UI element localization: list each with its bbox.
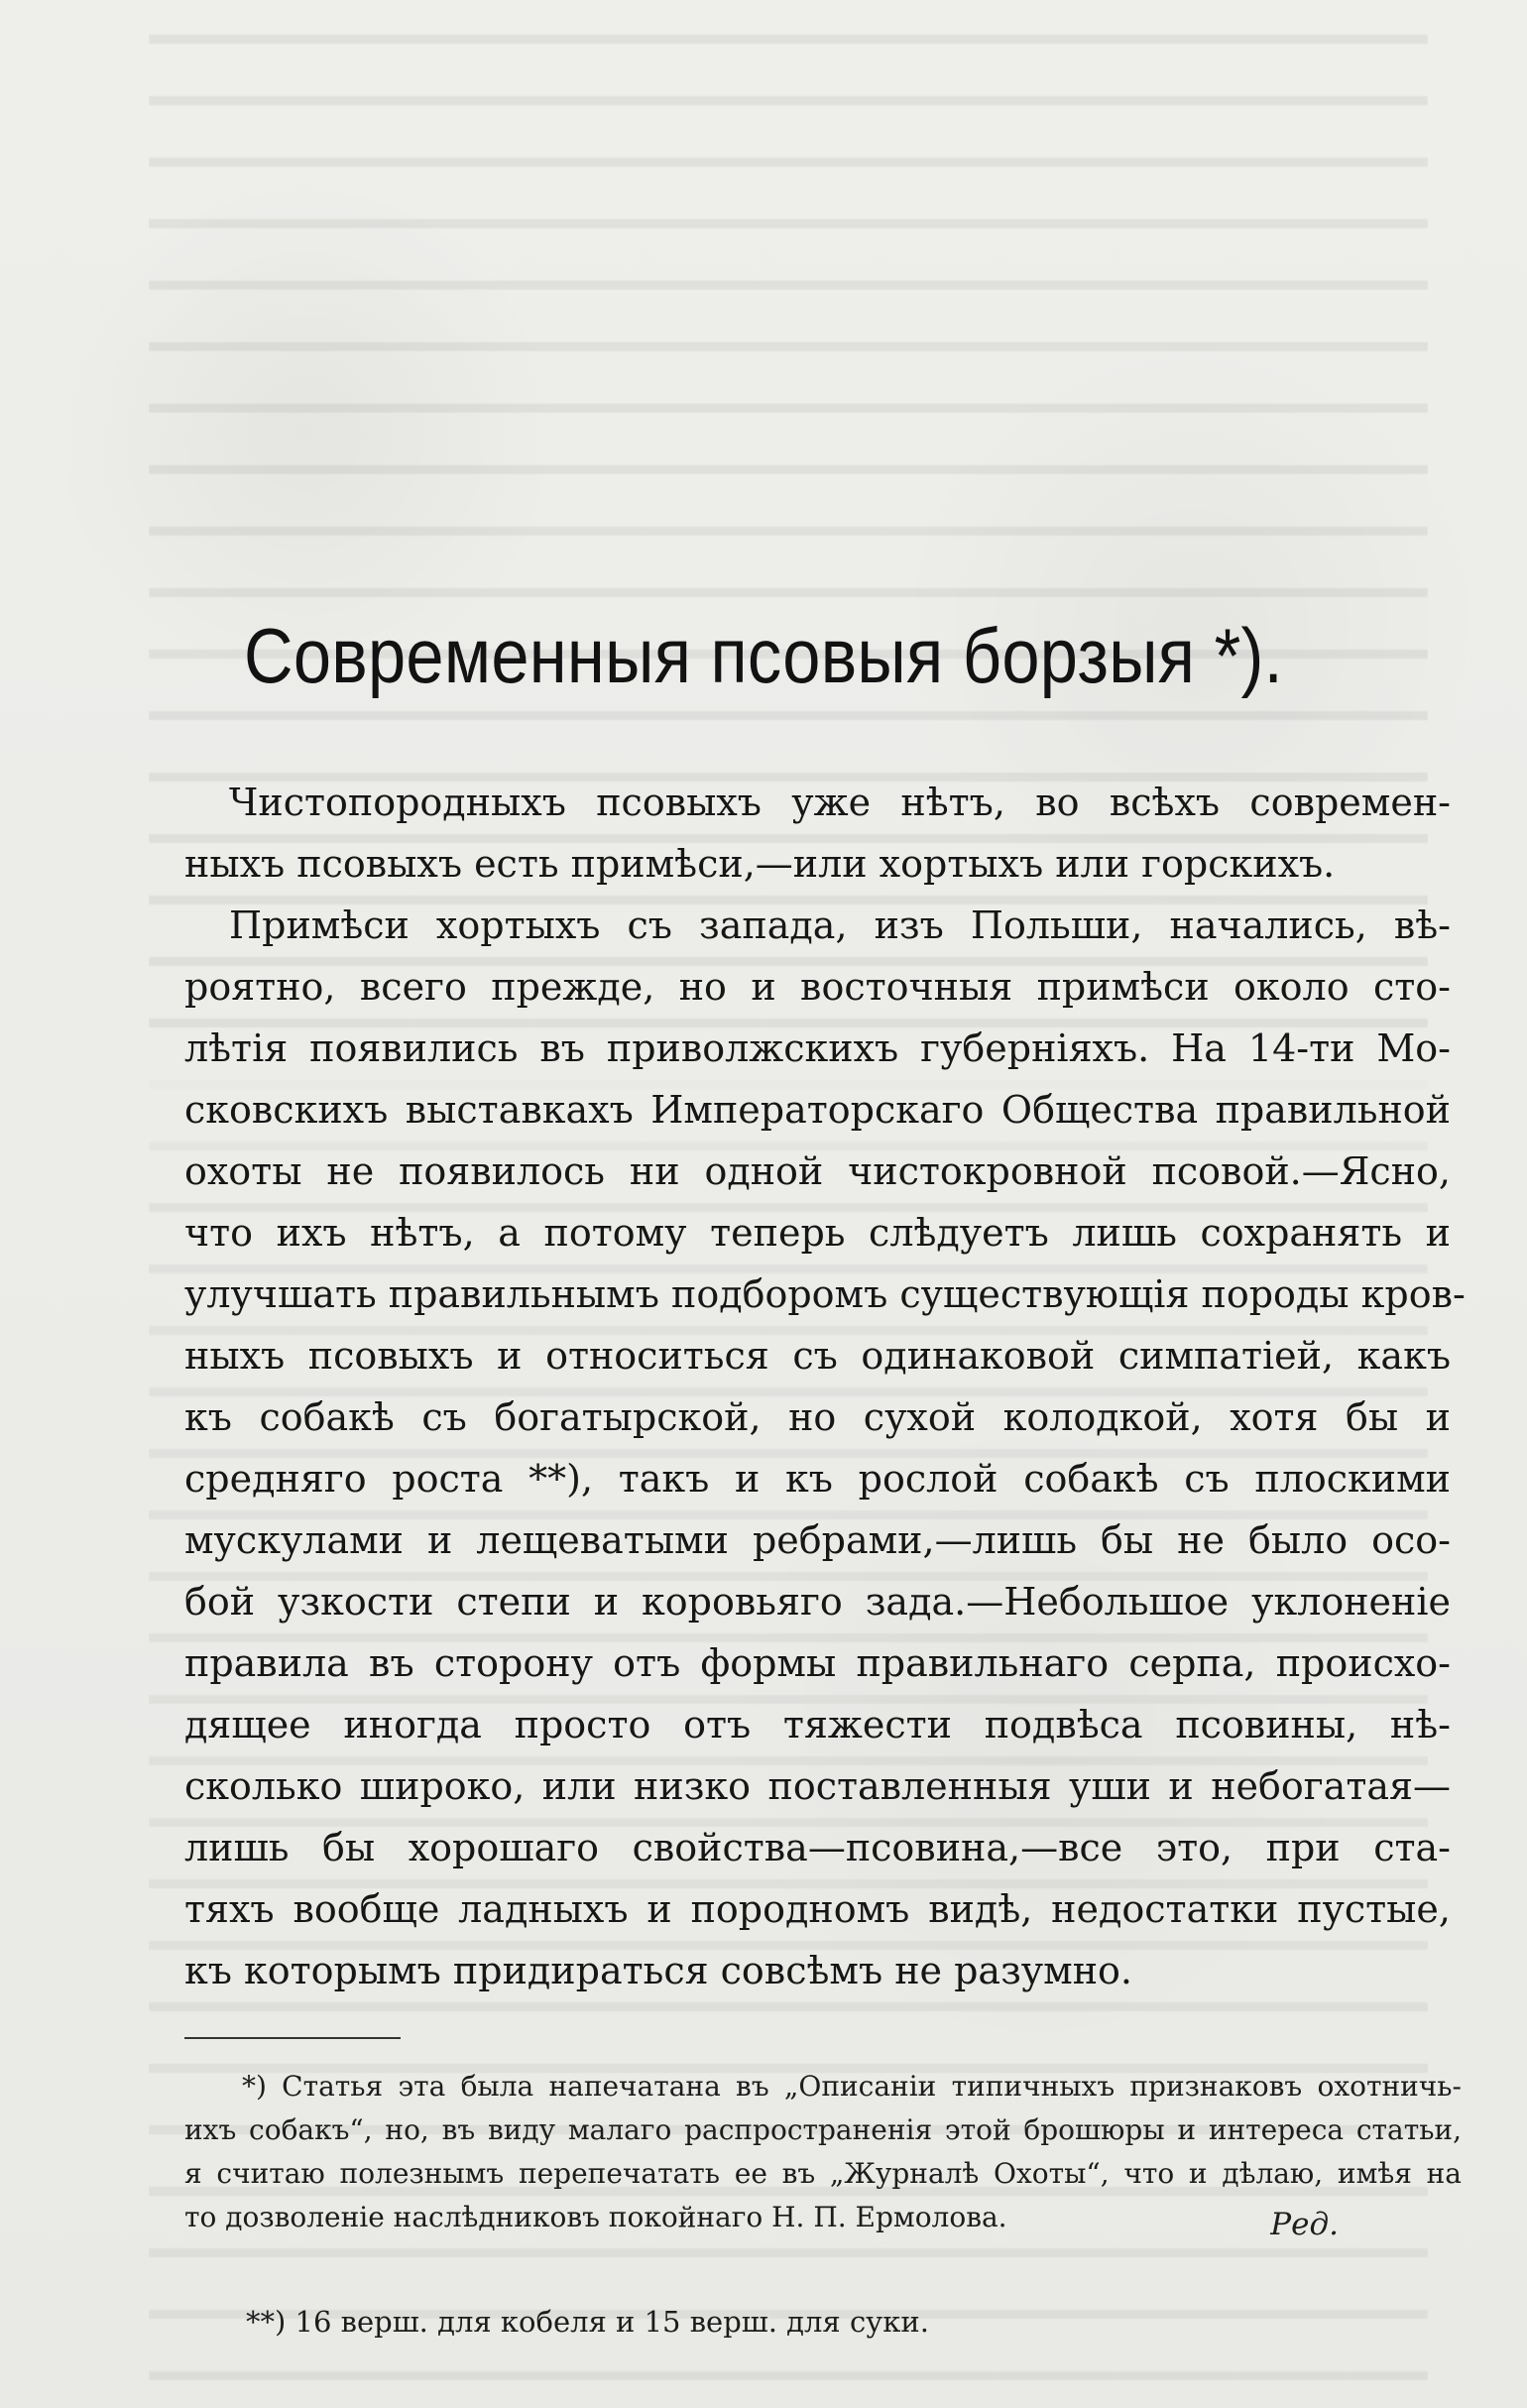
footnote-2: **) 16 верш. для кобеля и 15 верш. для суки. <box>246 2305 929 2339</box>
body-line: сколько широко, или низко поставленныя уши и небогатая— <box>184 1764 1451 1808</box>
body-line: улучшать правильнымъ подборомъ существующія породы кров- <box>184 1272 1466 1316</box>
body-line: тяхъ вообще ладныхъ и породномъ видѣ, недостатки пустые, <box>184 1887 1451 1931</box>
body-line: роятно, всего прежде, но и восточныя примѣси около сто- <box>184 965 1451 1009</box>
body-line: средняго роста **), такъ и къ рослой собакѣ съ плоскими <box>184 1457 1451 1501</box>
body-line: къ собакѣ съ богатырской, но сухой колодкой, хотя бы и <box>184 1395 1451 1439</box>
footnote-divider <box>184 2037 401 2039</box>
body-line: къ которымъ придираться совсѣмъ не разумно. <box>184 1949 1133 1992</box>
body-line: ныхъ псовыхъ и относиться съ одинаковой симпатіей, какъ <box>184 1334 1451 1378</box>
body-line: ныхъ псовыхъ есть примѣси,—или хортыхъ или горскихъ. <box>184 842 1336 886</box>
footnote-line: то дозволеніе наслѣдниковъ покойнаго Н. П. Ермолова. <box>184 2201 1007 2233</box>
editor-signature: Ред. <box>1270 2207 1339 2242</box>
body-line: сковскихъ выставкахъ Императорскаго Общества правильной <box>184 1088 1451 1132</box>
body-line: что ихъ нѣтъ, а потому теперь слѣдуетъ лишь сохранять и <box>184 1211 1451 1255</box>
body-line: дящее иногда просто отъ тяжести подвѣса псовины, нѣ- <box>184 1703 1451 1746</box>
footnote-line: ихъ собакъ“, но, въ виду малаго распространенія этой брошюры и интереса статьи, <box>184 2113 1462 2146</box>
body-line: правила въ сторону отъ формы правильнаго серпа, происхо- <box>184 1641 1451 1685</box>
body-line: бой узкости степи и коровьяго зада.—Небольшое уклоненіе <box>184 1580 1451 1624</box>
body-line: лишь бы хорошаго свойства—псовина,—все это, при ста- <box>184 1826 1451 1869</box>
body-line: мускулами и лещеватыми ребрами,—лишь бы не было осо- <box>184 1518 1451 1562</box>
article-body <box>184 772 1466 2001</box>
body-line: лѣтія появились въ приволжскихъ губерніяхъ. На 14-ти Мо- <box>184 1026 1451 1070</box>
body-line: охоты не появилось ни одной чистокровной псовой.—Ясно, <box>184 1149 1451 1193</box>
body-line: Чистопородныхъ псовыхъ уже нѣтъ, во всѣхъ современ- <box>229 781 1451 824</box>
article-title: Современныя псовыя борзыя *). <box>243 612 1284 700</box>
footnote-line: я считаю полезнымъ перепечатать ее въ „Журналѣ Охоты“, что и дѣлаю, имѣя на <box>184 2157 1462 2190</box>
footnote-line: *) Статья эта была напечатана въ „Описаніи типичныхъ признаковъ охотничь- <box>242 2070 1462 2103</box>
body-line: Примѣси хортыхъ съ запада, изъ Польши, начались, вѣ- <box>229 903 1451 947</box>
